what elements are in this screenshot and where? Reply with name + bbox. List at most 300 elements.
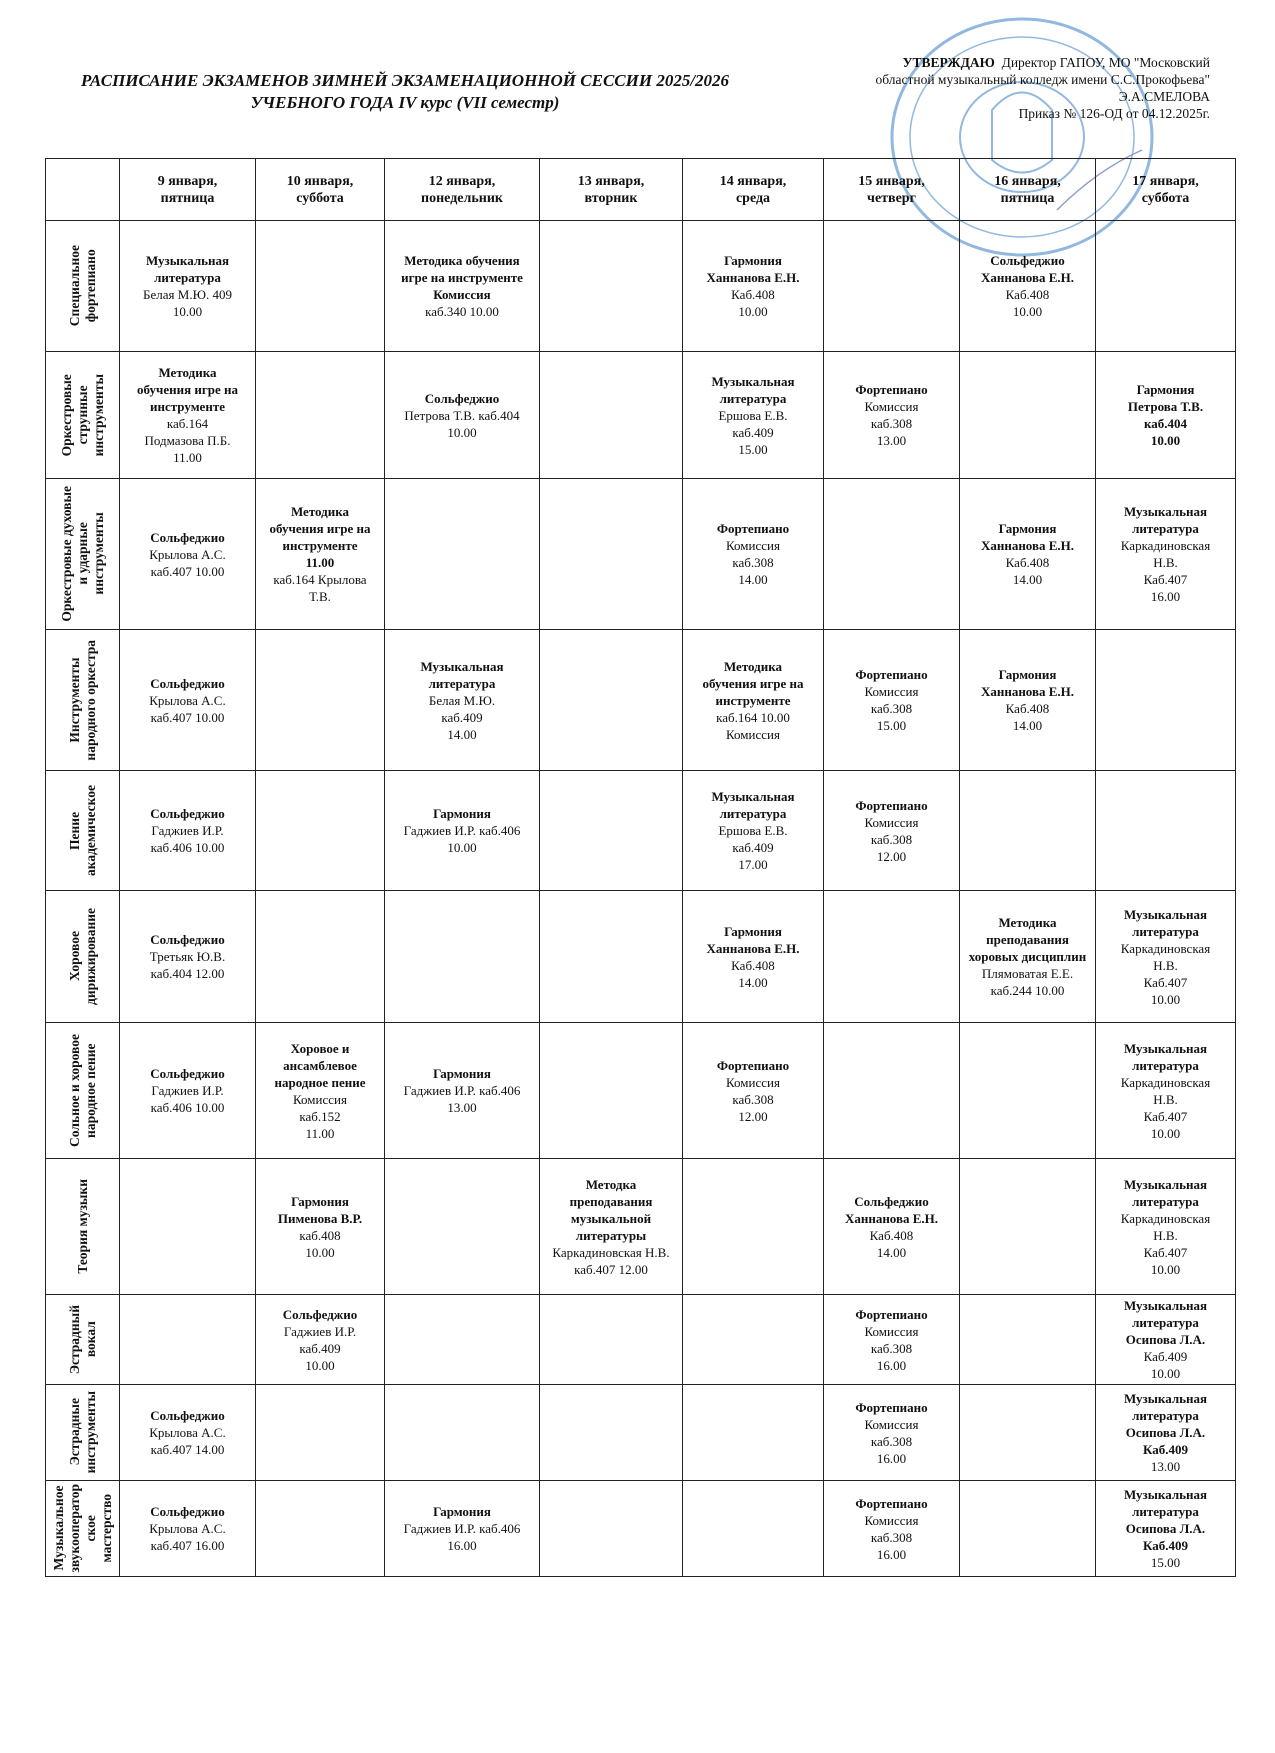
exam-cell: [1096, 1295, 1236, 1385]
exam-detail-line: каб.308: [732, 1091, 774, 1107]
exam-cell: [540, 479, 683, 630]
exam-detail-line: 16.00: [876, 1546, 907, 1562]
exam-subject-line: Фортепиано: [855, 1399, 928, 1415]
exam-detail-line: 16.00: [876, 1450, 907, 1466]
exam-cell: [960, 771, 1096, 891]
exam-detail-line: 10.00: [1150, 1261, 1181, 1277]
day-weekday: пятница: [1000, 190, 1055, 206]
exam-detail-line: Крылова А.С.: [149, 546, 226, 562]
exam-subject-line: инструменте: [282, 538, 358, 553]
exam-detail-line: 10.00: [172, 304, 203, 319]
specialty-name-line: фортепиано: [82, 249, 98, 323]
exam-detail-line: 15.00: [1150, 1555, 1181, 1570]
title-line-1: РАСПИСАНИЕ ЭКЗАМЕНОВ ЗИМНЕЙ ЭКЗАМЕНАЦИОННОЙ СЕССИИ 2025/2026: [80, 71, 730, 90]
exam-subject-line: 11.00: [305, 555, 335, 570]
exam-detail-line: Комиссия: [864, 814, 919, 830]
specialty-row: [46, 630, 1236, 771]
specialty-name-line: Специальное: [66, 245, 82, 327]
exam-detail-line: 14.00: [876, 1244, 907, 1260]
exam-detail-line: 11.00: [305, 1125, 335, 1141]
exam-detail-line: каб.164: [166, 416, 209, 431]
exam-cell: [120, 891, 256, 1023]
specialty-row: [46, 352, 1236, 479]
approval-order: Приказ № 126-ОД от 04.12.2025г.: [1018, 106, 1210, 121]
specialty-name-line: Эстрадный: [66, 1304, 82, 1375]
exam-cell: [540, 352, 683, 479]
exam-subject-line: ансамблевое: [283, 1057, 357, 1073]
exam-subject-line: Гармония: [998, 521, 1057, 536]
specialty-name-line: Музыкальное: [50, 1486, 66, 1571]
exam-detail-line: Плямоватая Е.Е.: [981, 966, 1074, 981]
specialty-name-cell: [46, 1295, 120, 1385]
exam-detail-line: Комиссия: [864, 1323, 919, 1339]
exam-subject-line: Сольфеджио: [150, 806, 225, 821]
exam-cell: [256, 630, 385, 771]
exam-subject-line: инструменте: [715, 692, 791, 708]
exam-subject-line: литературы: [575, 1227, 647, 1243]
specialty-name-cell: [46, 1385, 120, 1481]
exam-subject-line: хоровых дисциплин: [968, 949, 1087, 964]
exam-detail-line: каб.308: [732, 555, 774, 570]
exam-subject-line: Каб.409: [1142, 1538, 1188, 1553]
exam-cell: [385, 1295, 540, 1385]
exam-detail-line: каб.152: [299, 1108, 341, 1124]
exam-detail-line: Каб.407: [1143, 974, 1188, 990]
specialty-name-line: и ударные: [74, 522, 90, 586]
exam-detail-line: Белая М.Ю.: [428, 692, 496, 708]
exam-detail-line: Каркадиновская Н.В.: [552, 1244, 670, 1260]
specialty-name-line: мастерство: [98, 1494, 114, 1563]
exam-detail-line: каб.407 10.00: [150, 709, 225, 725]
exam-subject-line: игре на инструменте: [401, 270, 523, 285]
exam-subject-line: Фортепиано: [855, 1306, 928, 1322]
exam-subject-line: Методика обучения: [404, 253, 520, 268]
exam-cell: [1096, 771, 1236, 891]
exam-detail-line: Комиссия: [726, 726, 780, 742]
exam-subject-line: Ханнанова Е.Н.: [980, 270, 1075, 285]
day-weekday: суббота: [1141, 190, 1190, 206]
exam-detail-line: каб.164 10.00: [716, 709, 790, 725]
exam-detail-line: Крылова А.С.: [149, 1521, 226, 1536]
exam-subject-line: 10.00: [1150, 433, 1181, 448]
exam-subject-line: Сольфеджио: [854, 1193, 929, 1209]
exam-cell: [1096, 1385, 1236, 1481]
specialty-name-cell: [46, 1023, 120, 1159]
exam-cell: [824, 891, 960, 1023]
exam-detail-line: каб.406 10.00: [150, 1100, 225, 1115]
exam-subject-line: Ханнанова Е.Н.: [980, 684, 1075, 699]
exam-cell: [256, 891, 385, 1023]
exam-detail-line: Каб.408: [1005, 287, 1050, 302]
exam-cell: [540, 1023, 683, 1159]
exam-cell: [385, 1023, 540, 1159]
exam-subject-line: литература: [428, 675, 496, 691]
exam-subject-line: литература: [1132, 521, 1199, 536]
day-header: [256, 159, 385, 221]
exam-cell: [1096, 221, 1236, 352]
exam-detail-line: каб.308: [870, 1340, 913, 1356]
exam-cell: [385, 1481, 540, 1577]
exam-subject-line: Фортепиано: [855, 667, 928, 682]
corner-cell: [46, 159, 120, 221]
day-header: [120, 159, 256, 221]
exam-detail-line: 13.00: [876, 433, 907, 448]
exam-detail-line: Гаджиев И.Р. каб.406: [403, 1521, 521, 1536]
exam-detail-line: Третьяк Ю.В.: [149, 949, 226, 964]
exam-cell: [120, 221, 256, 352]
exam-subject-line: Сольфеджио: [150, 529, 225, 545]
exam-cell: [824, 221, 960, 352]
approval-heading: УТВЕРЖДАЮ: [902, 55, 995, 70]
exam-subject-line: Фортепиано: [855, 1495, 928, 1511]
exam-cell: [256, 771, 385, 891]
exam-subject-line: Ханнанова Е.Н.: [706, 940, 800, 956]
exam-cell: [540, 221, 683, 352]
exam-cell: [385, 221, 540, 352]
exam-subject-line: народное пение: [274, 1074, 366, 1090]
specialty-name-line: вокал: [82, 1321, 98, 1358]
exam-detail-line: 15.00: [876, 718, 907, 733]
exam-detail-line: каб.244 10.00: [990, 983, 1065, 998]
specialty-row: [46, 1481, 1236, 1577]
exam-cell: [960, 1159, 1096, 1295]
exam-detail-line: 14.00: [1012, 718, 1043, 733]
specialty-name-cell: [46, 1159, 120, 1295]
specialty-name-line: Теория музыки: [74, 1179, 90, 1274]
exam-detail-line: Гаджиев И.Р. каб.406: [403, 1083, 521, 1098]
exam-subject-line: Фортепиано: [855, 382, 928, 397]
exam-cell: [824, 1385, 960, 1481]
exam-detail-line: 10.00: [447, 424, 477, 440]
exam-detail-line: Каб.407: [1143, 572, 1188, 587]
specialty-name-line: инструменты: [82, 1391, 98, 1474]
exam-detail-line: Каб.408: [731, 957, 775, 973]
specialty-name-line: дирижирование: [82, 908, 98, 1005]
exam-subject-line: обучения игре на: [269, 521, 371, 536]
exam-cell: [960, 630, 1096, 771]
exam-detail-line: Н.В.: [1153, 1091, 1178, 1107]
exam-cell: [824, 1295, 960, 1385]
exam-cell: [120, 1385, 256, 1481]
specialty-row: [46, 771, 1236, 891]
exam-detail-line: 10.00: [305, 1357, 335, 1373]
exam-detail-line: 10.00: [738, 304, 768, 319]
exam-subject-line: Музыкальная: [711, 789, 795, 804]
specialty-name: [59, 486, 107, 622]
exam-subject-line: Фортепиано: [716, 1057, 790, 1073]
exam-detail-line: каб.409: [732, 424, 774, 440]
exam-subject-line: литература: [1132, 1504, 1199, 1519]
approval-name: Э.А.СМЕЛОВА: [1118, 89, 1210, 104]
exam-subject-line: Музыкальная: [1123, 1391, 1208, 1406]
exam-detail-line: 16.00: [1150, 589, 1181, 604]
exam-cell: [960, 352, 1096, 479]
specialty-name-line: Инструменты: [66, 657, 82, 743]
exam-subject-line: Методика: [998, 915, 1057, 930]
exam-subject-line: Гармония: [291, 1193, 349, 1209]
exam-detail-line: каб.409: [441, 709, 483, 725]
specialty-name: [67, 1305, 99, 1374]
exam-subject-line: Хоровое и: [290, 1040, 350, 1056]
exam-cell: [683, 352, 824, 479]
exam-detail-line: 10.00: [447, 840, 477, 855]
exam-cell: [1096, 352, 1236, 479]
title-line-2: УЧЕБНОГО ГОДА IV курс (VII семестр): [250, 93, 560, 112]
exam-cell: [120, 479, 256, 630]
specialty-name-cell: [46, 771, 120, 891]
exam-detail-line: Гаджиев И.Р.: [151, 823, 224, 838]
exam-subject-line: Осипова Л.А.: [1125, 1521, 1206, 1536]
exam-detail-line: каб.340 10.00: [425, 304, 499, 319]
exam-detail-line: 10.00: [1150, 1366, 1181, 1381]
exam-cell: [824, 1023, 960, 1159]
exam-cell: [960, 221, 1096, 352]
exam-subject-line: Сольфеджио: [424, 390, 500, 406]
exam-cell: [120, 1481, 256, 1577]
specialty-name-line: Оркестровые: [58, 373, 74, 457]
exam-detail-line: 10.00: [1150, 991, 1181, 1007]
specialty-name-line: народное пение: [82, 1043, 98, 1138]
exam-subject-line: Методика: [158, 365, 217, 380]
exam-subject-line: музыкальной: [570, 1210, 652, 1226]
exam-detail-line: каб.407 16.00: [150, 1538, 225, 1553]
specialty-row: [46, 891, 1236, 1023]
specialty-row: [46, 1159, 1236, 1295]
exam-subject-line: Музыкальная: [1123, 504, 1208, 519]
specialty-row: [46, 221, 1236, 352]
exam-subject-line: Гармония: [998, 667, 1057, 682]
exam-cell: [256, 221, 385, 352]
exam-subject-line: Музыкальная: [711, 373, 795, 389]
exam-subject-line: Осипова Л.А.: [1125, 1332, 1206, 1347]
exam-cell: [120, 630, 256, 771]
specialty-name-line: Эстрадные: [66, 1398, 82, 1467]
exam-cell: [683, 1023, 824, 1159]
exam-detail-line: каб.164 Крылова: [273, 572, 367, 587]
specialty-name-line: Сольное и хоровое: [66, 1034, 82, 1147]
exam-detail-line: Н.В.: [1153, 957, 1178, 973]
exam-detail-line: 14.00: [738, 974, 768, 990]
exam-detail-line: каб.308: [870, 1529, 913, 1545]
exam-subject-line: Музыкальная: [1123, 1176, 1208, 1192]
exam-cell: [120, 1159, 256, 1295]
exam-cell: [824, 479, 960, 630]
day-header: [683, 159, 824, 221]
day-date: 9 января,: [157, 173, 218, 189]
exam-detail-line: Каркадиновская: [1120, 1210, 1211, 1226]
exam-detail-line: Комиссия: [864, 1416, 919, 1432]
exam-cell: [540, 1385, 683, 1481]
exam-cell: [1096, 630, 1236, 771]
day-date: 15 января,: [858, 173, 925, 189]
exam-cell: [960, 1023, 1096, 1159]
specialty-name-line: ское: [82, 1515, 98, 1542]
exam-subject-line: Ханнанова Е.Н.: [706, 270, 800, 285]
specialty-name: [51, 1484, 115, 1573]
specialty-name-line: звукооператор: [66, 1484, 82, 1573]
specialty-name: [67, 1034, 99, 1147]
specialty-name-cell: [46, 891, 120, 1023]
day-date: 12 января,: [428, 173, 496, 189]
exam-detail-line: каб.407 14.00: [150, 1442, 225, 1457]
exam-subject-line: Пименова В.Р.: [277, 1210, 363, 1226]
exam-detail-line: 12.00: [738, 1108, 768, 1124]
day-header: [385, 159, 540, 221]
day-weekday: понедельник: [421, 190, 503, 206]
exam-subject-line: обучения игре на: [702, 675, 804, 691]
exam-cell: [1096, 1481, 1236, 1577]
exam-detail-line: 12.00: [876, 848, 907, 864]
exam-detail-line: Н.В.: [1153, 555, 1178, 570]
exam-cell: [256, 1159, 385, 1295]
exam-subject-line: Музыкальная: [1123, 1487, 1208, 1502]
exam-subject-line: Музыкальная: [145, 253, 230, 268]
exam-detail-line: 13.00: [1150, 1459, 1181, 1474]
day-weekday: четверг: [867, 190, 916, 206]
exam-detail-line: каб.409: [299, 1340, 341, 1356]
exam-cell: [256, 479, 385, 630]
exam-cell: [120, 1023, 256, 1159]
exam-cell: [256, 1481, 385, 1577]
exam-cell: [824, 630, 960, 771]
exam-cell: [683, 1295, 824, 1385]
exam-subject-line: Сольфеджио: [282, 1306, 358, 1322]
exam-detail-line: каб.308: [870, 831, 913, 847]
specialty-name: [67, 1391, 99, 1473]
specialty-name-cell: [46, 221, 120, 352]
exam-subject-line: литература: [154, 270, 221, 285]
exam-detail-line: Крылова А.С.: [149, 692, 226, 708]
exam-subject-line: преподавания: [986, 932, 1069, 947]
exam-detail-line: Ершова Е.В.: [718, 407, 788, 423]
exam-detail-line: Каркадиновская: [1120, 538, 1211, 553]
specialty-row: [46, 1385, 1236, 1481]
exam-cell: [1096, 479, 1236, 630]
exam-detail-line: Гаджиев И.Р. каб.406: [403, 823, 521, 838]
exam-detail-line: каб.408: [299, 1227, 341, 1243]
exam-subject-line: Сольфеджио: [150, 1066, 225, 1081]
day-weekday: суббота: [296, 190, 344, 206]
exam-cell: [824, 771, 960, 891]
exam-cell: [120, 352, 256, 479]
day-date: 13 января,: [577, 173, 645, 189]
exam-detail-line: каб.407 10.00: [150, 563, 225, 579]
exam-cell: [683, 1481, 824, 1577]
specialty-row: [46, 1295, 1236, 1385]
exam-detail-line: Н.В.: [1153, 1227, 1178, 1243]
specialty-name-line: Пение: [66, 811, 82, 850]
exam-subject-line: Музыкальная: [1123, 906, 1208, 922]
exam-cell: [960, 479, 1096, 630]
specialty-name-cell: [46, 352, 120, 479]
exam-subject-line: Методика: [290, 504, 350, 519]
specialty-name-line: Оркестровые духовые: [58, 486, 74, 622]
exam-subject-line: Методика: [723, 658, 783, 674]
exam-detail-line: Каб.407: [1143, 1244, 1188, 1260]
specialty-name-line: струнные: [74, 385, 90, 445]
specialty-name-cell: [46, 479, 120, 630]
exam-subject-line: Гармония: [433, 806, 491, 821]
specialty-name-cell: [46, 1481, 120, 1577]
exam-detail-line: 10.00: [1150, 1125, 1181, 1141]
exam-detail-line: 10.00: [1012, 304, 1043, 319]
exam-detail-line: 16.00: [447, 1538, 477, 1553]
exam-subject-line: Фортепиано: [716, 521, 790, 536]
exam-cell: [1096, 891, 1236, 1023]
exam-cell: [683, 1159, 824, 1295]
day-header: [1096, 159, 1236, 221]
exam-subject-line: Сольфеджио: [150, 675, 225, 691]
exam-cell: [960, 1481, 1096, 1577]
exam-subject-line: Фортепиано: [855, 797, 928, 813]
specialty-name-line: Хоровое: [66, 931, 82, 982]
exam-cell: [960, 1385, 1096, 1481]
specialty-name: [67, 908, 99, 1005]
exam-detail-line: Каб.408: [869, 1227, 914, 1243]
exam-detail-line: Комиссия: [864, 1512, 919, 1528]
exam-cell: [540, 891, 683, 1023]
exam-detail-line: 14.00: [738, 572, 768, 587]
exam-cell: [256, 1023, 385, 1159]
exam-detail-line: каб.308: [870, 416, 913, 431]
exam-cell: [540, 1159, 683, 1295]
exam-cell: [540, 630, 683, 771]
exam-cell: [385, 1159, 540, 1295]
day-header: [960, 159, 1096, 221]
exam-subject-line: инструменте: [150, 399, 225, 414]
exam-cell: [683, 221, 824, 352]
exam-detail-line: 15.00: [738, 441, 768, 457]
exam-detail-line: 11.00: [173, 450, 202, 465]
specialty-name-cell: [46, 630, 120, 771]
specialty-name-line: народного оркестра: [82, 639, 98, 761]
exam-detail-line: Петрова Т.В. каб.404: [404, 407, 520, 423]
approval-college: областной музыкальный колледж имени С.С.Прокофьева": [875, 72, 1210, 87]
exam-detail-line: Каб.408: [1005, 701, 1050, 716]
exam-subject-line: литература: [719, 806, 787, 821]
exam-subject-line: каб.404: [1143, 416, 1188, 431]
exam-detail-line: Каркадиновская: [1120, 1074, 1211, 1090]
exam-detail-line: Белая М.Ю. 409: [143, 287, 232, 302]
exam-subject-line: Петрова Т.В.: [1127, 399, 1204, 414]
day-date: 16 января,: [994, 173, 1061, 189]
exam-cell: [385, 479, 540, 630]
day-header: [540, 159, 683, 221]
approval-block: [780, 54, 1210, 122]
exam-subject-line: литература: [1132, 923, 1199, 939]
exam-cell: [960, 891, 1096, 1023]
exam-detail-line: 16.00: [876, 1357, 907, 1373]
day-date: 10 января,: [286, 173, 354, 189]
day-weekday: пятница: [160, 190, 215, 206]
exam-detail-line: Комиссия: [864, 399, 919, 414]
exam-detail-line: каб.406 10.00: [150, 840, 225, 855]
exam-detail-line: Т.В.: [309, 589, 331, 604]
specialty-name-line: академическое: [82, 785, 98, 876]
exam-detail-line: Каркадиновская: [1120, 940, 1211, 956]
day-weekday: вторник: [584, 190, 638, 206]
exam-subject-line: Гармония: [724, 253, 782, 268]
exam-cell: [824, 1481, 960, 1577]
day-date: 17 января,: [1132, 173, 1199, 189]
exam-cell: [256, 352, 385, 479]
exam-cell: [256, 1385, 385, 1481]
specialty-row: [46, 479, 1236, 630]
day-header: [824, 159, 960, 221]
exam-subject-line: Гармония: [433, 1504, 491, 1519]
exam-cell: [683, 479, 824, 630]
exam-subject-line: литература: [1132, 1315, 1199, 1330]
